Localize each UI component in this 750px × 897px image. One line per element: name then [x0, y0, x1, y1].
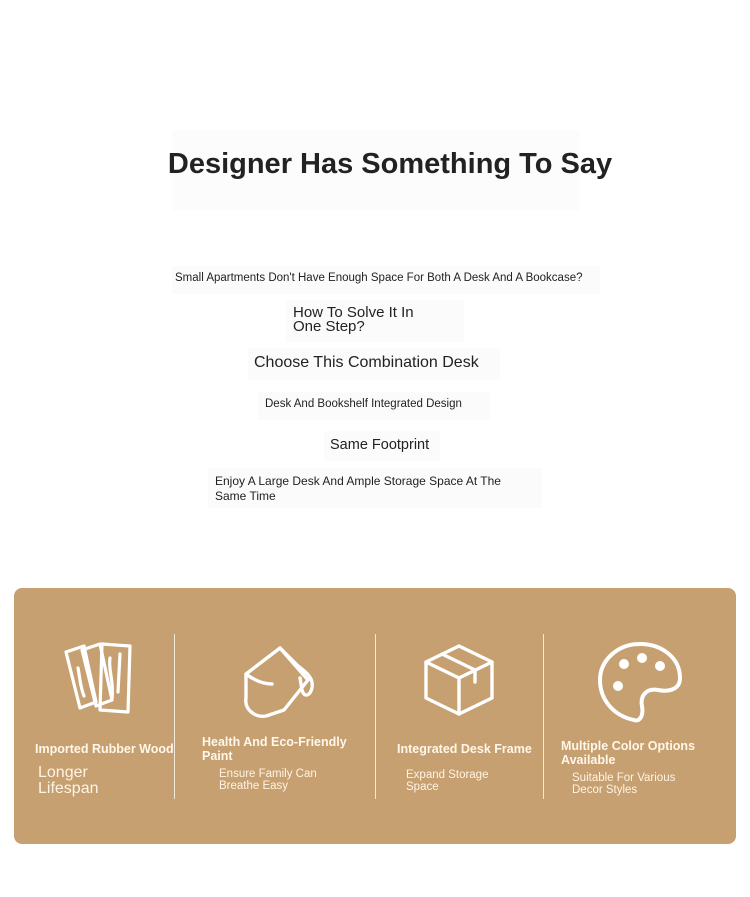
feature-subtitle: [219, 768, 317, 792]
intro-choose: Choose This Combination Desk: [254, 354, 479, 371]
feature-title-line-a: Multiple Color Options: [561, 739, 696, 753]
intro-integrated: Desk And Bookshelf Integrated Design: [265, 398, 462, 410]
feature-title: Imported Rubber Wood: [35, 742, 174, 756]
wood-planks-icon: [60, 640, 136, 716]
feature-subtitle-line-b: Breathe Easy: [219, 780, 289, 792]
intro-solve-line-a: How To Solve It In: [293, 304, 414, 321]
paint-bucket-icon: [240, 640, 320, 720]
intro-solve-line-b: One Step?: [293, 318, 365, 335]
feature-subtitle-line-b: Lifespan: [38, 780, 99, 797]
feature-subtitle: [406, 769, 488, 793]
feature-title-line-b: Available: [561, 753, 616, 767]
intro-question: Small Apartments Don't Have Enough Space For Both A Desk And A Bookcase?: [175, 272, 583, 284]
feature-subtitle-line-a: Longer: [38, 764, 88, 781]
feature-subtitle: [572, 772, 675, 796]
feature-title-line-b: Paint: [202, 749, 233, 763]
palette-icon: [596, 640, 684, 724]
feature-title-line-a: Health And Eco-Friendly: [202, 735, 347, 749]
feature-title: [202, 735, 347, 763]
intro-enjoy-line-a: Enjoy A Large Desk And Ample Storage Space At The: [215, 474, 501, 488]
feature-subtitle-line-a: Expand Storage: [406, 769, 489, 781]
feature-subtitle-line-a: Suitable For Various: [572, 772, 676, 784]
feature-title: Integrated Desk Frame: [397, 742, 532, 756]
feature-divider: [375, 634, 376, 799]
intro-footprint: Same Footprint: [330, 437, 430, 453]
feature-subtitle-line-b: Space: [406, 781, 439, 793]
feature-subtitle-line-a: Ensure Family Can: [219, 768, 317, 780]
feature-divider: [543, 634, 544, 799]
feature-subtitle: [38, 765, 99, 797]
intro-enjoy: [215, 474, 535, 504]
feature-divider: [174, 634, 175, 799]
feature-subtitle-line-b: Decor Styles: [572, 784, 638, 796]
intro-enjoy-line-b: Same Time: [215, 489, 276, 503]
intro-solve: [293, 306, 414, 334]
box-icon: [422, 642, 496, 718]
page-title: Designer Has Something To Say: [167, 148, 613, 180]
feature-title: [561, 739, 695, 767]
